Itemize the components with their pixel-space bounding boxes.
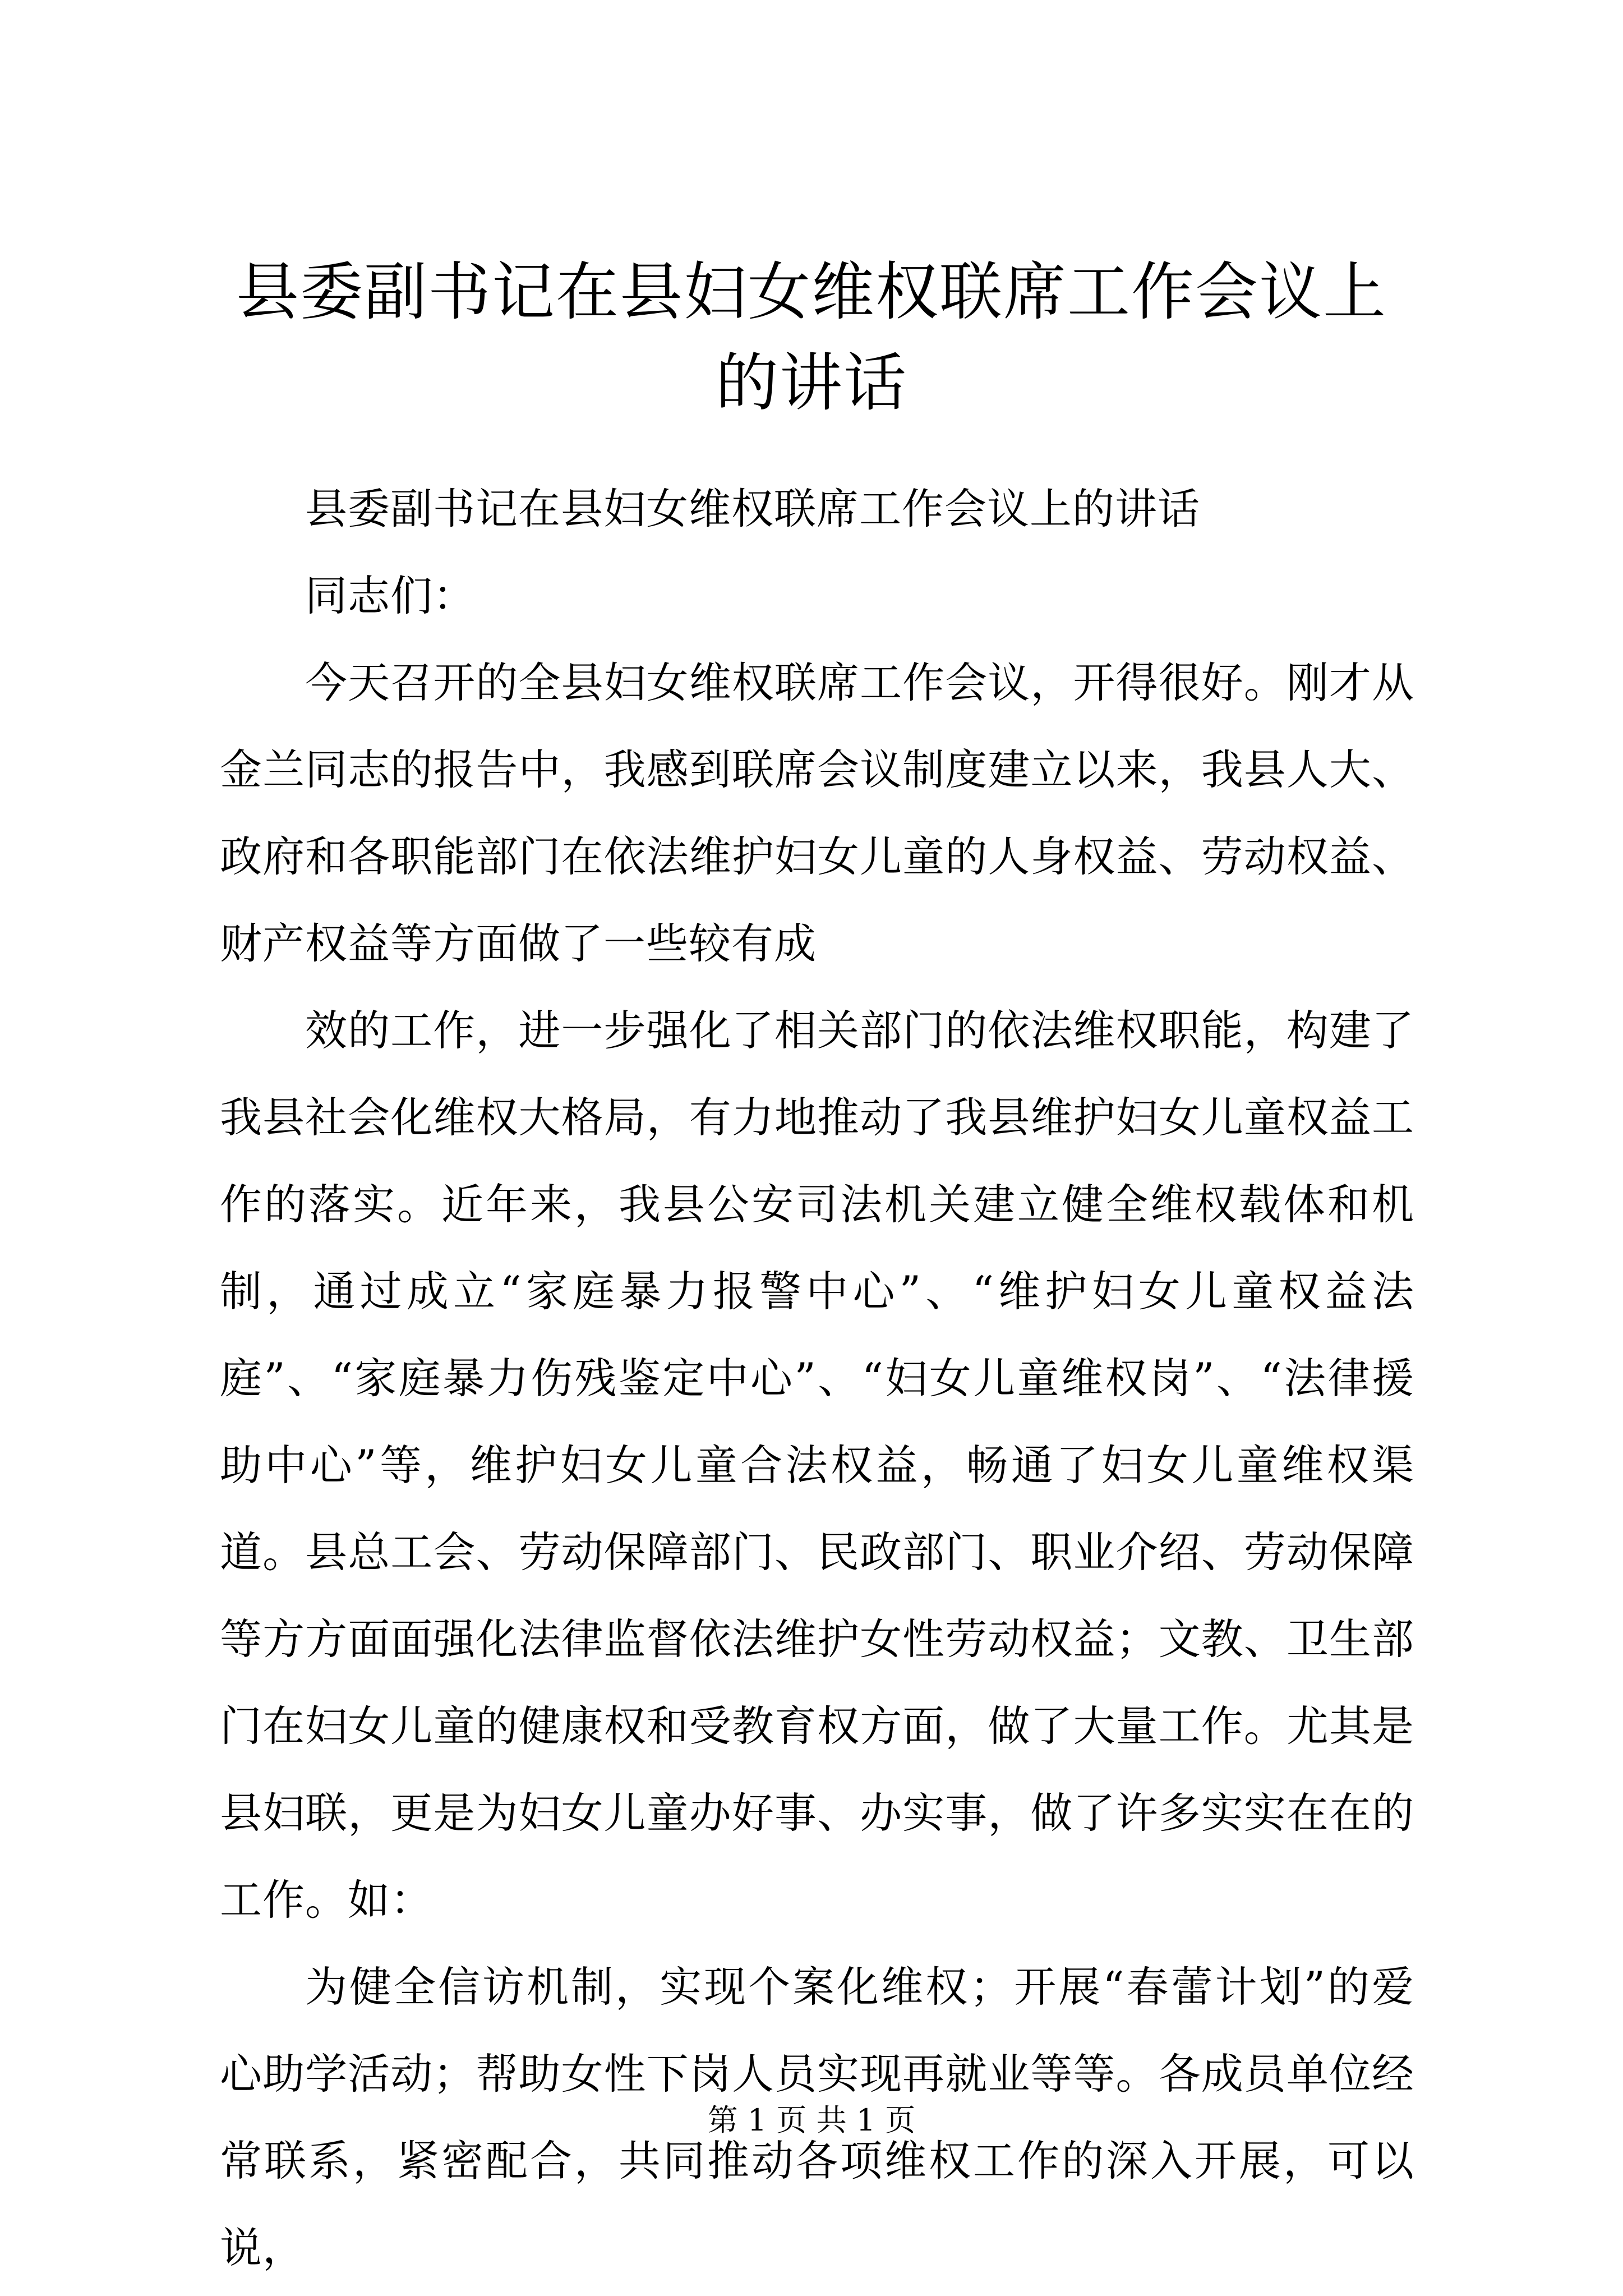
paragraph-3: 为健全信访机制，实现个案化维权；开展“春蕾计划”的爱心助学活动；帮助女性下岗人员实现再就业等等。各成员单位经常联系，紧密配合，共同推动各项维权工作的深入开展，可以说， — [220, 1962, 1414, 2272]
page-number-footer: 第 1 页 共 1 页 — [707, 2102, 916, 2138]
paragraph-subtitle: 县委副书记在县妇女维权联席工作会议上的讲话 — [305, 484, 1201, 533]
paragraph-1: 今天召开的全县妇女维权联席工作会议，开得很好。刚才从金兰同志的报告中，我感到联席会议制度建立以来，我县人大、政府和各职能部门在依法维护妇女儿童的人身权益、劳动权益、财产权益等方面做了一些较有成 — [220, 658, 1414, 968]
document-body — [220, 466, 1414, 2292]
paragraph-2: 效的工作，进一步强化了相关部门的依法维权职能，构建了我县社会化维权大格局，有力地推动了我县维护妇女儿童权益工作的落实。近年来，我县公安司法机关建立健全维权载体和机制，通过成立“家庭暴力报警中心”、“维护妇女儿童权益法庭”、“家庭暴力伤残鉴定中心”、“妇女儿童维权岗”、“法律援助中心”等，维护妇女儿童合法权益，畅通了妇女儿童维权渠道。县总工会、劳动保障部门、民政部门、职业介绍、劳动保障等方方面面强化法律监督依法维护女性劳动权益；文教、卫生部门在妇女儿童的健康权和受教育权方面，做了大量工作。尤其是县妇联，更是为妇女儿童办好事、办实事，做了许多实实在在的工作。如： — [220, 1006, 1414, 1925]
document-title: 县委副书记在县妇女维权联席工作会议上的讲话 — [236, 256, 1387, 420]
paragraph-salutation: 同志们： — [305, 571, 476, 620]
